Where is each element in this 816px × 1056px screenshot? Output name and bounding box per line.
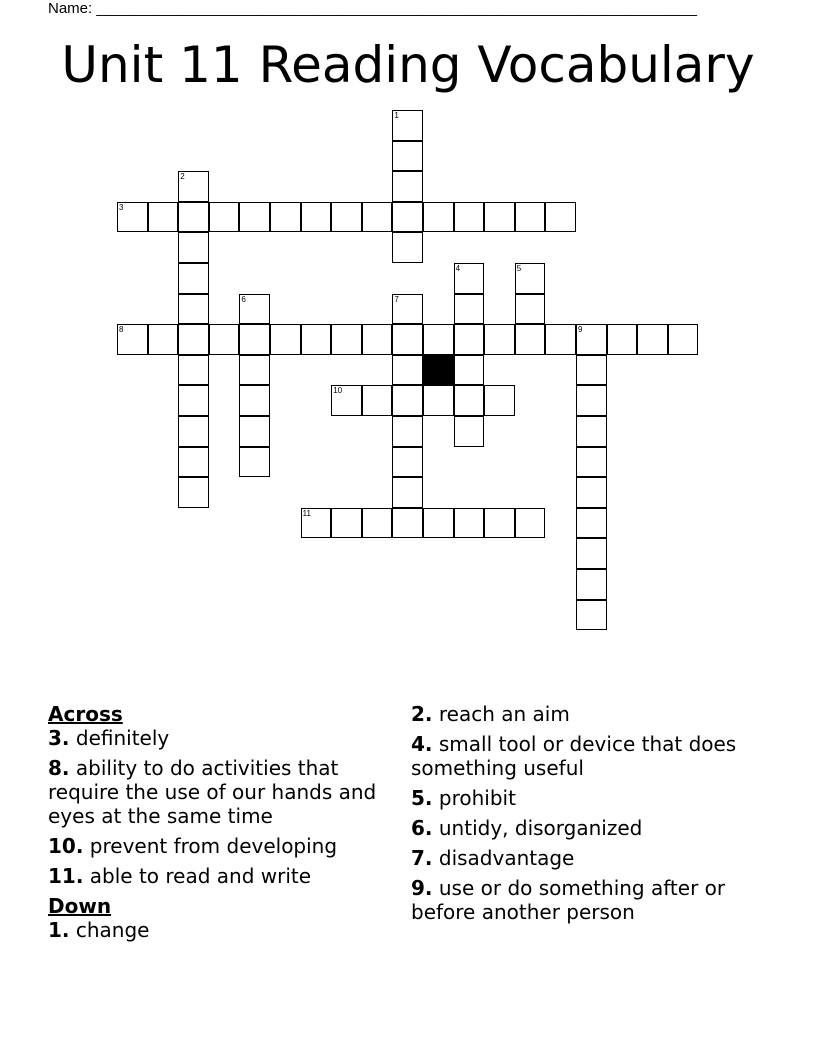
grid-cell[interactable]	[392, 232, 423, 263]
grid-cell[interactable]	[270, 324, 301, 355]
grid-cell[interactable]	[362, 202, 393, 233]
grid-cell[interactable]	[362, 508, 393, 539]
grid-cell[interactable]	[392, 294, 423, 325]
grid-cell[interactable]	[331, 385, 362, 416]
clue-number: 6	[241, 294, 246, 304]
grid-cell[interactable]	[178, 232, 209, 263]
grid-cell[interactable]	[331, 508, 362, 539]
grid-cell[interactable]	[484, 508, 515, 539]
clue-number: 3	[119, 202, 124, 212]
clues-right-column	[411, 702, 751, 930]
grid-cell[interactable]	[576, 355, 607, 386]
grid-cell[interactable]	[576, 324, 607, 355]
grid-cell[interactable]	[392, 385, 423, 416]
clue-number: 1	[394, 111, 399, 120]
grid-cell[interactable]	[576, 447, 607, 478]
grid-cell[interactable]	[392, 447, 423, 478]
grid-cell[interactable]	[607, 324, 638, 355]
clue-number: 8	[119, 325, 124, 335]
grid-cell[interactable]	[484, 324, 515, 355]
grid-cell[interactable]	[178, 385, 209, 416]
grid-cell[interactable]	[331, 202, 362, 233]
clue-down-9: 9. use or do something after or before another person	[411, 876, 726, 924]
clue-number: 5	[516, 264, 522, 273]
clue-down-7: 7. disadvantage	[411, 846, 575, 870]
clues-left-column	[48, 702, 408, 948]
grid-cell[interactable]	[392, 110, 423, 141]
grid-cell[interactable]	[178, 171, 209, 202]
grid-cell[interactable]	[392, 416, 423, 447]
clue-down-6: 6. untidy, disorganized	[411, 816, 643, 840]
grid-cell[interactable]	[454, 294, 485, 325]
grid-cell[interactable]	[239, 416, 270, 447]
clue-number: 2	[180, 172, 185, 182]
grid-cell[interactable]	[239, 447, 270, 478]
grid-cell[interactable]	[454, 416, 485, 447]
grid-cell[interactable]	[178, 294, 209, 325]
clue-number: 4	[455, 264, 461, 273]
grid-cell[interactable]	[178, 263, 209, 294]
grid-cell[interactable]	[392, 171, 423, 202]
grid-block	[423, 355, 454, 386]
grid-cell[interactable]	[454, 355, 485, 386]
grid-cell[interactable]	[515, 508, 546, 539]
clue-across-11: 11. able to read and write	[48, 864, 312, 888]
grid-cell[interactable]	[545, 202, 576, 233]
grid-cell[interactable]	[576, 538, 607, 569]
grid-cell[interactable]	[178, 447, 209, 478]
grid-cell[interactable]	[301, 324, 332, 355]
across-heading: Across	[48, 702, 123, 726]
clue-across-10: 10. prevent from developing	[48, 834, 338, 858]
name-field-label: Name: ________________________________________________________________________	[48, 0, 697, 17]
grid-cell[interactable]	[209, 202, 240, 233]
grid-cell[interactable]	[362, 324, 393, 355]
grid-cell[interactable]	[515, 263, 546, 294]
grid-cell[interactable]	[331, 324, 362, 355]
grid-cell[interactable]	[178, 477, 209, 508]
clue-number: 11	[302, 508, 311, 518]
grid-cell[interactable]	[637, 324, 668, 355]
clue-down-5: 5. prohibit	[411, 786, 516, 810]
grid-cell[interactable]	[270, 202, 301, 233]
grid-cell[interactable]	[301, 202, 332, 233]
grid-cell[interactable]	[239, 294, 270, 325]
grid-cell[interactable]	[423, 508, 454, 539]
clue-number: 10	[333, 386, 343, 396]
grid-cell[interactable]	[392, 355, 423, 386]
grid-cell[interactable]	[392, 477, 423, 508]
down-heading: Down	[48, 894, 112, 918]
grid-cell[interactable]	[423, 385, 454, 416]
clue-down-1: 1. change	[48, 918, 150, 942]
grid-cell[interactable]	[148, 324, 179, 355]
grid-cell[interactable]	[576, 416, 607, 447]
grid-cell[interactable]	[576, 569, 607, 600]
clue-number: 7	[394, 294, 399, 304]
clue-down-4: 4. small tool or device that does something useful	[411, 732, 737, 780]
page-title: Unit 11 Reading Vocabulary	[61, 36, 755, 94]
grid-cell[interactable]	[515, 324, 546, 355]
grid-cell[interactable]	[515, 294, 546, 325]
grid-cell[interactable]	[392, 508, 423, 539]
grid-cell[interactable]	[576, 600, 607, 631]
grid-cell[interactable]	[209, 324, 240, 355]
grid-cell[interactable]	[576, 385, 607, 416]
grid-cell[interactable]	[178, 324, 209, 355]
grid-cell[interactable]	[423, 202, 454, 233]
grid-cell[interactable]	[301, 508, 332, 539]
grid-cell[interactable]	[362, 385, 393, 416]
grid-cell[interactable]	[576, 477, 607, 508]
grid-cell[interactable]	[576, 508, 607, 539]
grid-cell[interactable]	[454, 263, 485, 294]
grid-cell[interactable]	[454, 324, 485, 355]
grid-cell[interactable]	[392, 202, 423, 233]
grid-cell[interactable]	[484, 202, 515, 233]
clue-across-8: 8. ability to do activities that require the use of our hands and eyes at the same time	[48, 756, 377, 828]
grid-cell[interactable]	[392, 324, 423, 355]
grid-cell[interactable]	[545, 324, 576, 355]
grid-cell[interactable]	[117, 324, 148, 355]
grid-cell[interactable]	[117, 202, 148, 233]
grid-cell[interactable]	[178, 202, 209, 233]
grid-cell[interactable]	[239, 355, 270, 386]
grid-cell[interactable]	[423, 324, 454, 355]
grid-cell[interactable]	[178, 355, 209, 386]
clue-number: 9	[578, 325, 583, 335]
grid-cell[interactable]	[239, 324, 270, 355]
clue-across-3: 3. definitely	[48, 726, 170, 750]
grid-cell[interactable]	[454, 385, 485, 416]
grid-cell[interactable]	[454, 508, 485, 539]
grid-cell[interactable]	[484, 385, 515, 416]
grid-cell[interactable]	[148, 202, 179, 233]
grid-cell[interactable]	[668, 324, 699, 355]
grid-cell[interactable]	[454, 202, 485, 233]
grid-cell[interactable]	[178, 416, 209, 447]
clue-down-2: 2. reach an aim	[411, 702, 570, 726]
grid-cell[interactable]	[392, 141, 423, 172]
grid-cell[interactable]	[515, 202, 546, 233]
grid-cell[interactable]	[239, 202, 270, 233]
grid-cell[interactable]	[239, 385, 270, 416]
